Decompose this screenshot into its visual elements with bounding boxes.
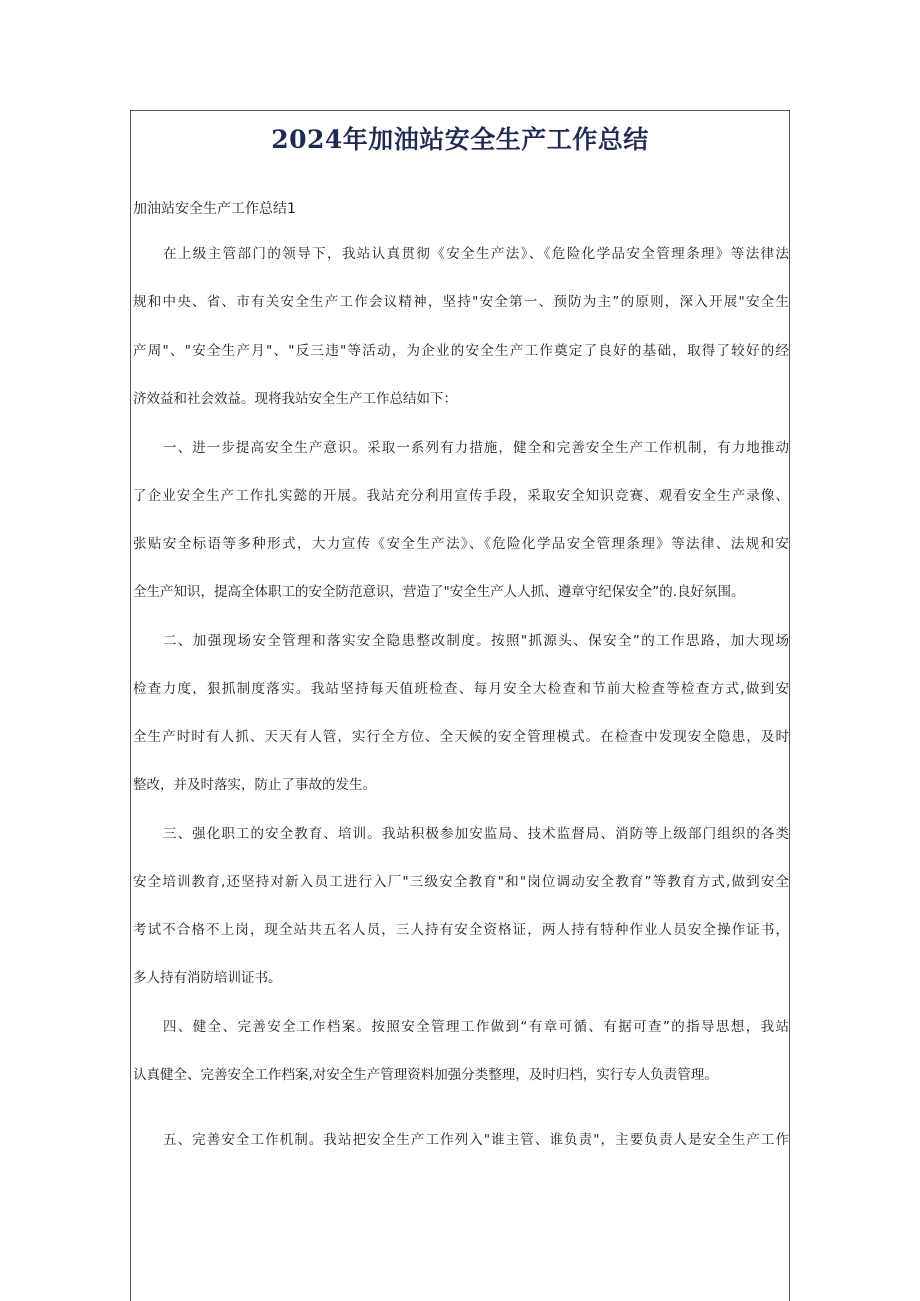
paragraph-3-line: 检查力度，狠抓制度落实。我站坚持每天值班检查、每月安全大检查和节前大检查等检查方式,做到安 — [133, 681, 789, 697]
paragraph-1-line: 规和中央、省、市有关安全生产工作会议精神，坚持"安全第一、预防为主”的原则，深入开展"安全生 — [133, 294, 789, 310]
paragraph-2-line: 张贴安全标语等多种形式，大力宣传《安全生产法》、《危险化学品安全管理条理》等法律、法规和安 — [133, 536, 789, 552]
paragraph-1-line: 济效益和社会效益。现将我站安全生产工作总结如下： — [133, 391, 457, 407]
paragraph-1-line: 产周"、"安全生产月"、"反三违"等活动，为企业的安全生产工作奠定了良好的基础，取得了较好的经 — [133, 343, 789, 359]
document-title: 2024年加油站安全生产工作总结 — [271, 125, 649, 154]
paragraph-4-line: 考试不合格不上岗，现全站共五名人员，三人持有安全资格证，两人持有特种作业人员安全操作证书， — [133, 922, 789, 938]
paragraph-3-line: 整改，并及时落实，防止了事故的发生。 — [133, 777, 376, 793]
paragraph-5-line: 认真健全、完善安全工作档案,对安全生产管理资料加强分类整理，及时归档，实行专人负责管理。 — [133, 1067, 718, 1083]
paragraph-4-line: 安全培训教育,还坚持对新入员工进行入厂"三级安全教育"和"岗位调动安全教育”等教育方式,做到安全 — [133, 874, 789, 890]
page-frame — [130, 110, 790, 1301]
paragraph-1-line: 在上级主管部门的领导下，我站认真贯彻《安全生产法》、《危险化学品安全管理条理》等法律法 — [163, 246, 789, 262]
paragraph-4-line: 多人持有消防培训证书。 — [133, 970, 282, 986]
paragraph-2-line: 一、进一步提高安全生产意识。采取一系列有力措施，健全和完善安全生产工作机制，有力地推动 — [163, 440, 789, 456]
paragraph-6-line: 五、完善安全工作机制。我站把安全生产工作列入"谁主管、谁负责"，主要负责人是安全生产工作 — [163, 1132, 789, 1148]
paragraph-2-line: 了企业安全生产工作扎实懿的开展。我站充分利用宣传手段，采取安全知识竞赛、观看安全生产录像、 — [133, 488, 789, 504]
paragraph-3-line: 全生产时时有人抓、天天有人管，实行全方位、全天候的安全管理模式。在检查中发现安全隐患，及时 — [133, 729, 789, 745]
paragraph-3-line: 二、加强现场安全管理和落实安全隐患整改制度。按照"抓源头、保安全”的工作思路，加大现场 — [163, 633, 789, 649]
section-heading: 加油站安全生产工作总结1 — [133, 201, 296, 217]
paragraph-4-line: 三、强化职工的安全教育、培训。我站积极参加安监局、技术监督局、消防等上级部门组织的各类 — [163, 826, 789, 842]
paragraph-5-line: 四、健全、完善安全工作档案。按照安全管理工作做到“有章可循、有据可查”的指导思想，我站 — [163, 1019, 789, 1035]
paragraph-2-line: 全生产知识，提高全体职工的安全防范意识，营造了"安全生产人人抓、遵章守纪保安全”的.良好氛围。 — [133, 584, 745, 600]
